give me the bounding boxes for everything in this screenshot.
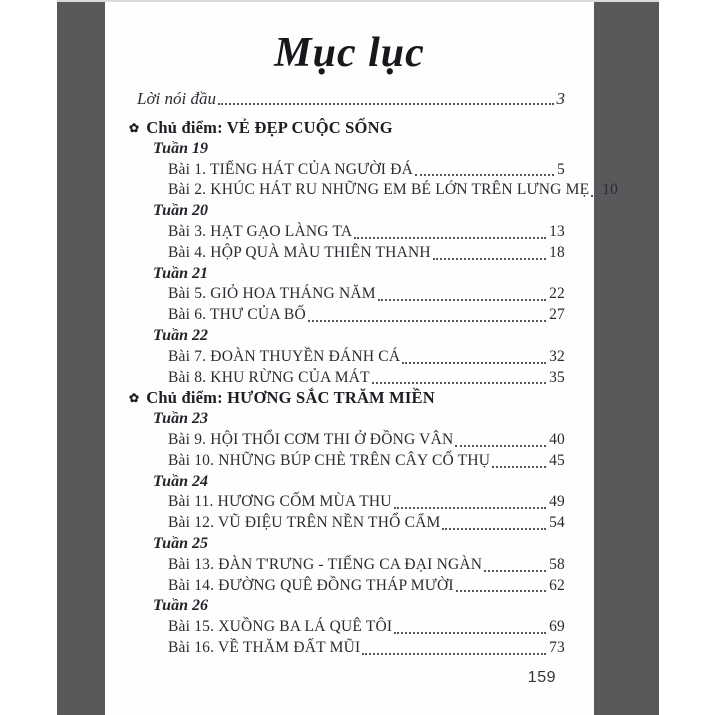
dotted-leader [484, 570, 546, 572]
toc-entry-page: 54 [549, 514, 565, 532]
toc-entry [168, 284, 565, 305]
toc-entry [153, 534, 565, 555]
toc-entry [168, 160, 565, 181]
dotted-leader [394, 507, 546, 509]
dotted-leader [362, 653, 546, 655]
flower-bullet-icon: ✿ [129, 120, 140, 135]
toc-entry-label: Bài 7. ĐOÀN THUYỀN ĐÁNH CÁ [168, 347, 401, 365]
toc-entry-label: Chủ điểm: HƯƠNG SẮC TRĂM MIỀN [146, 388, 435, 408]
toc-entry-label: Bài 9. HỘI THỔI CƠM THI Ở ĐỒNG VÂN [168, 430, 454, 448]
toc-entry [168, 617, 565, 638]
dotted-leader [492, 466, 546, 468]
toc-entry-page: 32 [549, 347, 565, 365]
toc-entry [168, 347, 565, 368]
toc-entry-label: Tuần 21 [153, 264, 208, 282]
toc-entry-label: Tuần 23 [153, 410, 208, 428]
dotted-leader [415, 174, 554, 176]
toc-entry-label: Tuần 24 [153, 472, 208, 490]
toc-entry-label: Tuần 19 [153, 139, 208, 157]
toc-entry-page: 10 [602, 181, 619, 199]
toc-entry-label: Bài 16. VỀ THĂM ĐẤT MŨI [168, 638, 361, 656]
toc-entry [153, 596, 565, 617]
toc-entry-page: 27 [549, 306, 565, 324]
toc-entry [168, 513, 565, 534]
toc-entry-page: 49 [549, 493, 565, 511]
toc-entry-page: 62 [549, 576, 565, 594]
dotted-leader [591, 195, 599, 197]
dotted-leader [433, 258, 546, 260]
toc-entry [168, 451, 565, 472]
toc-entry-label: Tuần 20 [153, 202, 208, 220]
toc-entry-page: 5 [557, 160, 565, 178]
toc-entry [153, 472, 565, 493]
toc-entry-page: 35 [549, 368, 565, 386]
dotted-leader [442, 528, 546, 530]
dotted-leader [402, 362, 546, 364]
dotted-leader [378, 299, 546, 301]
dotted-leader [456, 590, 546, 592]
toc-entry [168, 576, 565, 597]
toc-entry-label: Bài 3. HẠT GẠO LÀNG TA [168, 222, 353, 240]
toc-entry-page: 73 [549, 638, 565, 656]
toc-entry-label: Bài 14. ĐƯỜNG QUÊ ĐỒNG THÁP MƯỜI [168, 576, 454, 594]
toc-entry [168, 555, 565, 576]
toc-entry-label: Bài 15. XUỒNG BA LÁ QUÊ TÔI [168, 618, 393, 636]
toc-entry [153, 139, 565, 160]
backdrop-left-bar [57, 2, 105, 715]
toc-entry-label: Bài 6. THƯ CỦA BỐ [168, 306, 306, 324]
toc-entry [129, 118, 565, 139]
toc-entry [168, 368, 565, 389]
toc-entry-label: Bài 5. GIỎ HOA THÁNG NĂM [168, 285, 376, 303]
toc-entry-page: 69 [549, 618, 565, 636]
dotted-leader [394, 632, 546, 634]
dotted-leader [354, 237, 546, 239]
preface-page-number: 3 [556, 89, 565, 108]
toc-entry-label: Bài 8. KHU RỪNG CỦA MÁT [168, 368, 370, 386]
toc-entry-label: Bài 12. VŨ ĐIỆU TRÊN NỀN THỔ CẨM [168, 514, 441, 532]
toc-entry-label: Tuần 26 [153, 597, 208, 615]
toc-entry [168, 638, 565, 659]
toc-entry [153, 326, 565, 347]
dotted-leader [372, 382, 546, 384]
toc-entry [168, 222, 565, 243]
toc-entry-label: Tuần 25 [153, 534, 208, 552]
toc-entry-page: 13 [549, 222, 565, 240]
dotted-leader [455, 445, 546, 447]
toc-page [105, 2, 619, 715]
toc-entry [129, 388, 565, 409]
toc-entry-label: Chủ điểm: VẺ ĐẸP CUỘC SỐNG [146, 118, 393, 137]
toc-list [129, 118, 619, 659]
dotted-leader [308, 320, 546, 322]
toc-entry-page: 58 [549, 555, 565, 573]
toc-entry [153, 264, 565, 285]
backdrop-right-bar [594, 2, 659, 715]
dotted-leader [218, 103, 554, 105]
toc-entry [168, 492, 565, 513]
toc-entry-label: Bài 2. KHÚC HÁT RU NHỮNG EM BÉ LỚN TRÊN LƯNG MẸ [168, 181, 590, 199]
toc-entry-page: 45 [549, 451, 565, 469]
folio-page-number: 159 [527, 669, 556, 686]
page-title: Mục lục [274, 30, 425, 76]
toc-entry-label: Bài 10. NHỮNG BÚP CHÈ TRÊN CÂY CỔ THỤ [168, 451, 491, 469]
preface-row [129, 88, 565, 109]
toc-entry [168, 305, 565, 326]
toc-entry-page: 18 [549, 243, 565, 261]
toc-entry-label: Bài 11. HƯƠNG CỐM MÙA THU [168, 493, 392, 511]
toc-entry [168, 430, 565, 451]
preface-label: Lời nói đầu [137, 89, 216, 108]
toc-entry [153, 201, 565, 222]
toc-entry-label: Bài 13. ĐÀN T'RƯNG - TIẾNG CA ĐẠI NGÀN [168, 555, 483, 573]
toc-entry [168, 243, 565, 264]
toc-entry-label: Tuần 22 [153, 326, 208, 344]
toc-entry-label: Bài 4. HỘP QUÀ MÀU THIÊN THANH [168, 243, 431, 261]
toc-entry [168, 180, 619, 201]
toc-entry-page: 40 [549, 430, 565, 448]
flower-bullet-icon: ✿ [129, 391, 140, 406]
toc-entry-label: Bài 1. TIẾNG HÁT CỦA NGƯỜI ĐÁ [168, 160, 414, 178]
toc-entry [153, 409, 565, 430]
toc-entry-page: 22 [549, 285, 565, 303]
